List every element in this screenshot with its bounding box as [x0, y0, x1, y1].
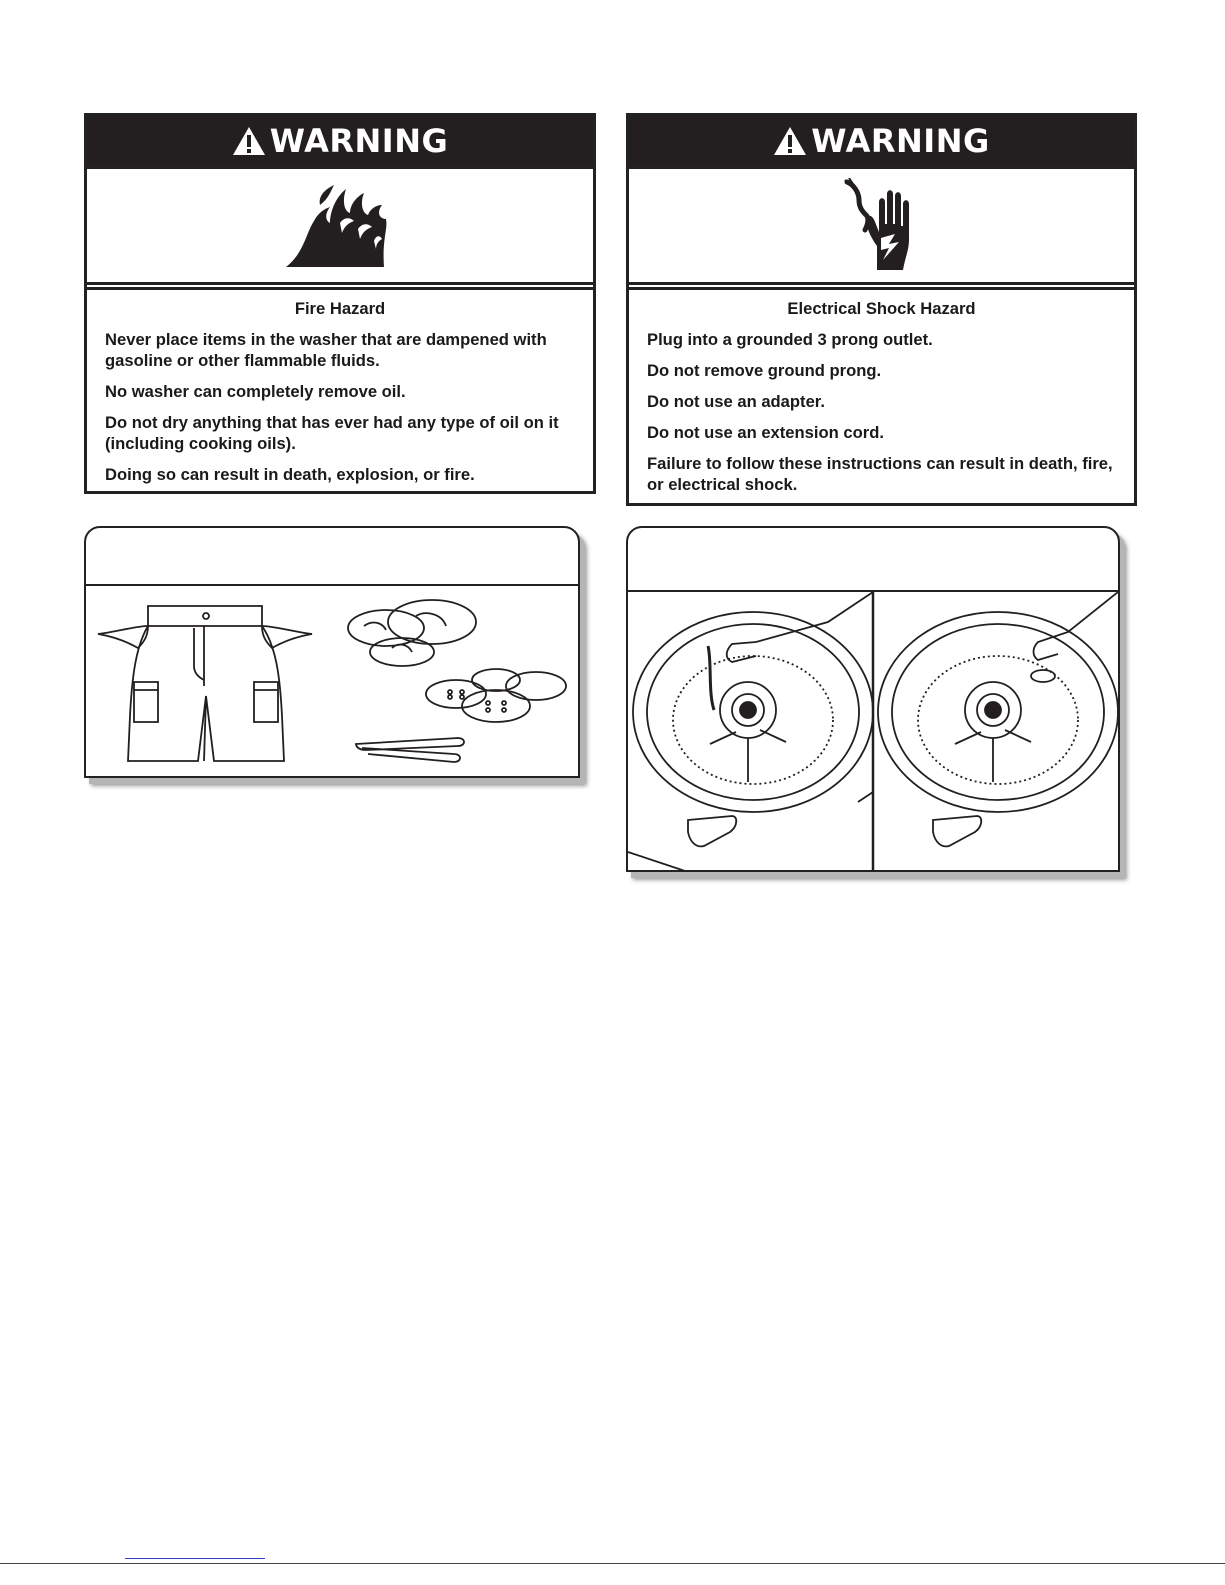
warning-line: Do not use an extension cord.: [647, 423, 884, 442]
hazard-title: Electrical Shock Hazard: [787, 299, 976, 318]
warning-line: Plug into a grounded 3 prong outlet.: [647, 330, 933, 349]
footer-rule: [0, 1563, 1225, 1564]
hazard-title: Fire Hazard: [294, 299, 386, 318]
warning-line: No washer can completely remove oil.: [105, 382, 406, 401]
washer-tub-panel: [626, 526, 1120, 872]
warning-line: Never place items in the washer that are dampened with gasoline or other flammable fluids.: [105, 330, 547, 370]
warning-body: [629, 290, 1134, 495]
empty-pockets-panel: [84, 526, 580, 778]
fire-warning-box: [84, 113, 596, 494]
warning-label: WARNING: [269, 122, 449, 160]
warning-line: Doing so can result in death, explosion, or fire.: [105, 465, 475, 484]
warning-line: Do not dry anything that has ever had any type of oil on it (including cooking oils).: [105, 413, 559, 453]
fire-icon-area: [87, 169, 593, 285]
panel-header: [628, 528, 1118, 592]
alert-triangle-icon: [232, 126, 266, 156]
warning-header: [87, 116, 593, 169]
warning-label: WARNING: [811, 122, 990, 160]
shock-warning-box: [626, 113, 1137, 506]
electrical-shock-icon: [837, 178, 927, 274]
warning-line: Failure to follow these instructions can result in death, fire, or electrical shock.: [647, 454, 1113, 494]
warning-line: Do not use an adapter.: [647, 392, 825, 411]
warning-header: [629, 116, 1134, 169]
washer-tub-cleaning-illustration: [628, 592, 1118, 872]
alert-triangle-icon: [773, 126, 807, 156]
warning-body: [87, 290, 593, 485]
panel-header: [86, 528, 578, 586]
empty-pockets-illustration: [86, 586, 578, 776]
fire-icon: [284, 183, 396, 269]
warning-line: Do not remove ground prong.: [647, 361, 882, 380]
shock-icon-area: [629, 169, 1134, 285]
footer-link-underline: [125, 1558, 265, 1559]
